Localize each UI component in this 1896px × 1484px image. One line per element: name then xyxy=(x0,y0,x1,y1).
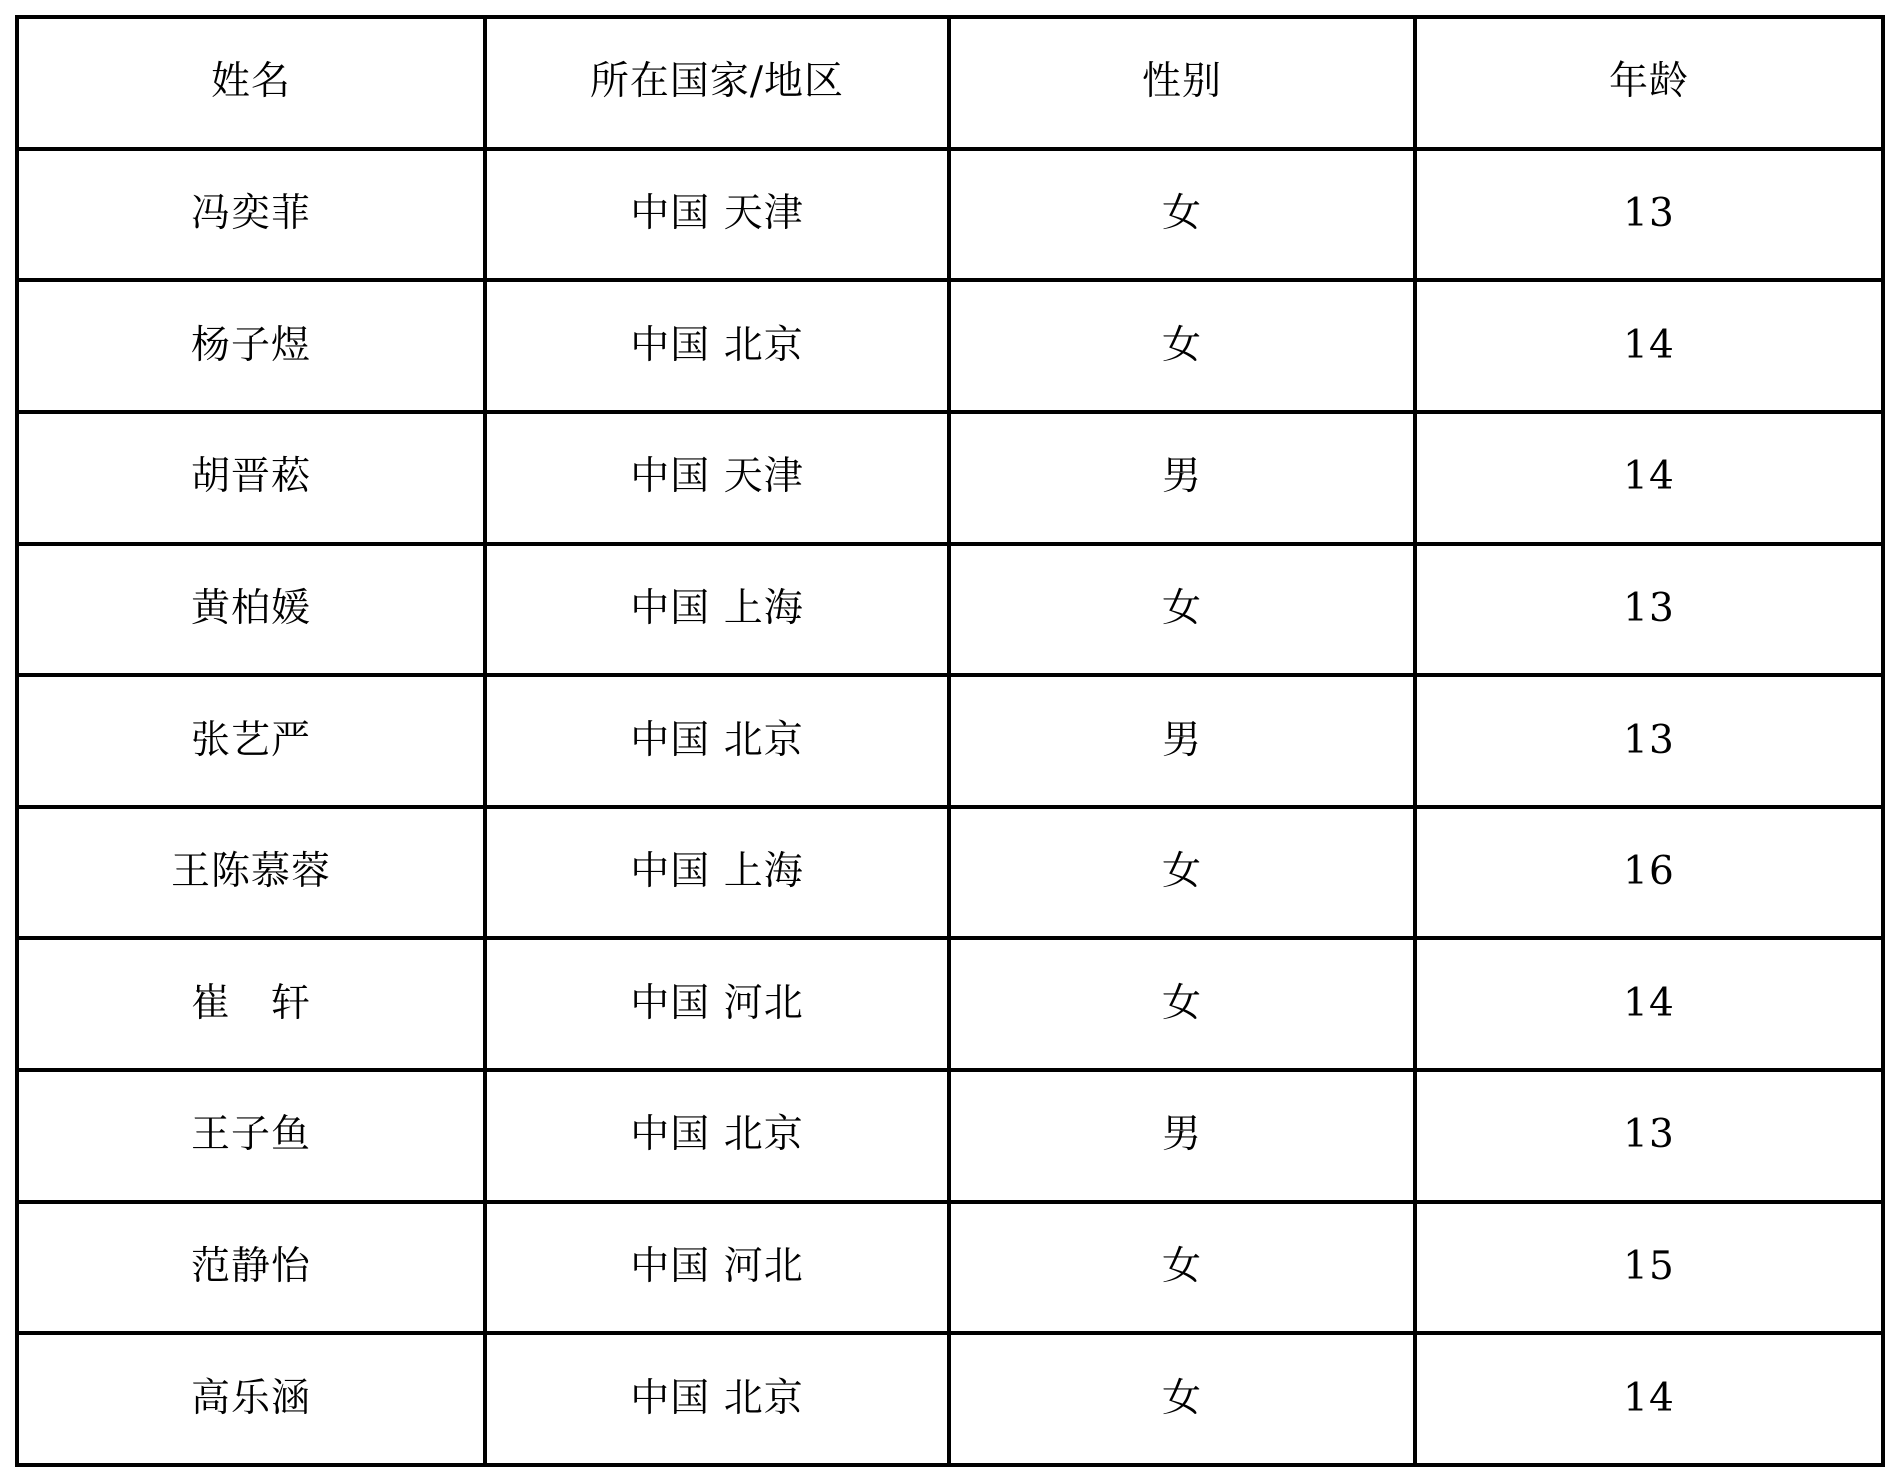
cell-name: 高乐涵 xyxy=(17,1333,485,1465)
cell-name: 张艺严 xyxy=(17,675,485,807)
table-row xyxy=(17,544,1883,676)
cell-age: 13 xyxy=(1415,544,1883,676)
cell-name: 黄柏媛 xyxy=(17,544,485,676)
cell-gender: 女 xyxy=(949,280,1415,412)
cell-age: 15 xyxy=(1415,1202,1883,1334)
cell-region: 中国 北京 xyxy=(485,675,949,807)
table-row xyxy=(17,675,1883,807)
cell-age: 16 xyxy=(1415,807,1883,939)
cell-region: 中国 河北 xyxy=(485,1202,949,1334)
cell-gender: 女 xyxy=(949,149,1415,281)
cell-name: 崔 轩 xyxy=(17,938,485,1070)
cell-name: 胡晋菘 xyxy=(17,412,485,544)
cell-region: 中国 北京 xyxy=(485,1333,949,1465)
cell-age: 14 xyxy=(1415,938,1883,1070)
table-row xyxy=(17,1070,1883,1202)
participants-table xyxy=(15,15,1885,1467)
cell-gender: 男 xyxy=(949,412,1415,544)
cell-age: 14 xyxy=(1415,280,1883,412)
header-age: 年龄 xyxy=(1415,17,1883,149)
cell-gender: 男 xyxy=(949,675,1415,807)
cell-gender: 女 xyxy=(949,1333,1415,1465)
cell-gender: 女 xyxy=(949,544,1415,676)
table-row xyxy=(17,1202,1883,1334)
cell-region: 中国 北京 xyxy=(485,1070,949,1202)
cell-region: 中国 上海 xyxy=(485,807,949,939)
table-row xyxy=(17,280,1883,412)
cell-name: 范静怡 xyxy=(17,1202,485,1334)
cell-name: 王子鱼 xyxy=(17,1070,485,1202)
cell-gender: 女 xyxy=(949,938,1415,1070)
table-row xyxy=(17,1333,1883,1465)
header-region: 所在国家/地区 xyxy=(485,17,949,149)
cell-region: 中国 上海 xyxy=(485,544,949,676)
cell-name: 杨子煜 xyxy=(17,280,485,412)
cell-region: 中国 北京 xyxy=(485,280,949,412)
header-name: 姓名 xyxy=(17,17,485,149)
table-row xyxy=(17,412,1883,544)
cell-name: 王陈慕蓉 xyxy=(17,807,485,939)
cell-age: 13 xyxy=(1415,675,1883,807)
cell-gender: 女 xyxy=(949,807,1415,939)
cell-region: 中国 天津 xyxy=(485,149,949,281)
header-gender: 性别 xyxy=(949,17,1415,149)
cell-region: 中国 天津 xyxy=(485,412,949,544)
cell-gender: 女 xyxy=(949,1202,1415,1334)
cell-age: 14 xyxy=(1415,1333,1883,1465)
table-row xyxy=(17,938,1883,1070)
cell-name: 冯奕菲 xyxy=(17,149,485,281)
table-row xyxy=(17,149,1883,281)
header-row xyxy=(17,17,1883,149)
table-row xyxy=(17,807,1883,939)
cell-age: 13 xyxy=(1415,1070,1883,1202)
cell-region: 中国 河北 xyxy=(485,938,949,1070)
cell-age: 13 xyxy=(1415,149,1883,281)
cell-gender: 男 xyxy=(949,1070,1415,1202)
cell-age: 14 xyxy=(1415,412,1883,544)
